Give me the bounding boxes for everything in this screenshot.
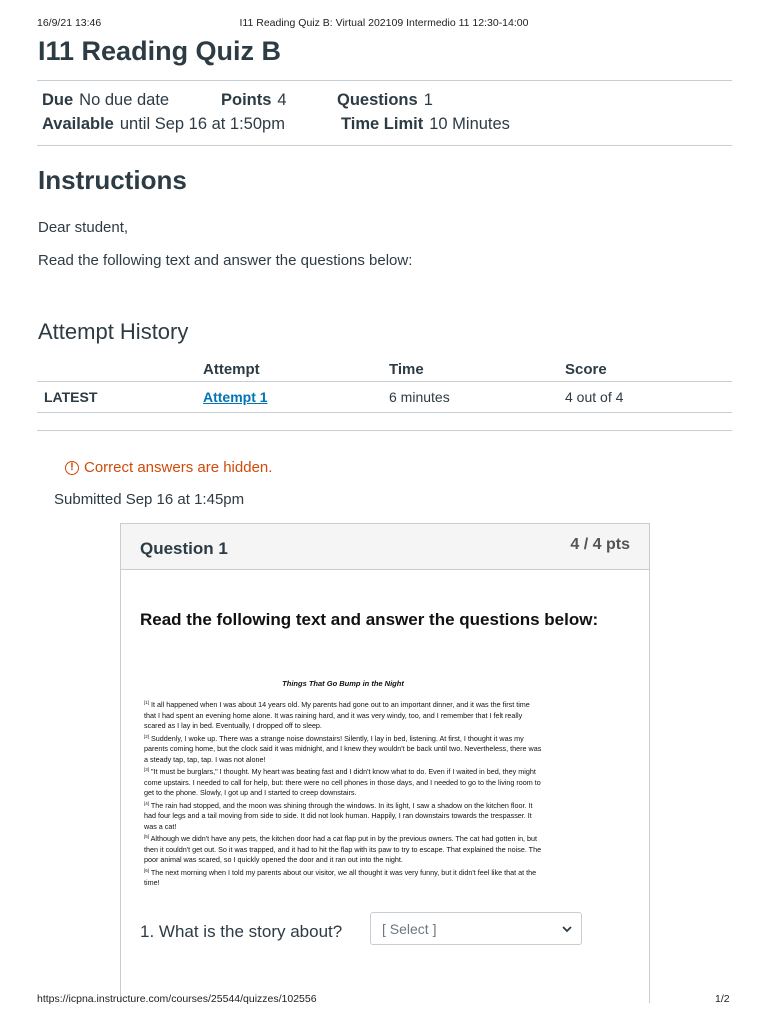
question-points: 4 / 4 pts (570, 536, 630, 553)
row-label: LATEST (37, 382, 203, 413)
instructions-heading: Instructions (38, 165, 187, 195)
col-header-time: Time (389, 357, 565, 382)
col-header-label (37, 357, 203, 382)
attempt-history-table (37, 357, 732, 413)
time-limit-meta (341, 115, 510, 134)
warning-icon: ! (65, 461, 79, 475)
col-header-attempt: Attempt (203, 357, 389, 382)
instructions-greeting: Dear student, (38, 219, 129, 236)
story-paragraph: [1] It all happened when I was about 14 years old. My parents had gone out to an important dinner, and it was the first time that I had spent an evening home alone. It was raining hard, and it was very windy, too, and I remember that I felt really scared as I lay in bed. Eventually, I dropped off to sleep. (144, 700, 530, 730)
attempt-history-heading: Attempt History (38, 319, 189, 344)
questions-meta (337, 91, 433, 110)
question-prompt: Read the following text and answer the questions below: (140, 610, 599, 629)
meta-divider (37, 145, 732, 146)
row-time: 6 minutes (389, 382, 565, 413)
print-datetime: 16/9/21 13:46 (37, 17, 102, 29)
points-meta (221, 91, 287, 110)
title-divider (37, 80, 732, 81)
submitted-text: Submitted Sep 16 at 1:45pm (54, 491, 245, 508)
points-label: Points (221, 91, 272, 109)
due-meta (42, 91, 169, 110)
print-url: https://icpna.instructure.com/courses/25544/quizzes/102556 (37, 993, 317, 1005)
history-divider (37, 430, 732, 431)
col-header-score: Score (565, 357, 732, 382)
due-label: Due (42, 91, 74, 109)
available-meta (42, 115, 285, 134)
row-score: 4 out of 4 (565, 382, 732, 413)
quiz-title: I11 Reading Quiz B (38, 36, 282, 66)
print-doc-title: I11 Reading Quiz B: Virtual 202109 Intermedio 11 12:30-14:00 (239, 17, 529, 29)
chevron-down-icon (561, 924, 573, 934)
answer-select[interactable] (370, 912, 582, 945)
notice-text: Correct answers are hidden. (84, 459, 273, 476)
print-page-number: 1/2 (715, 993, 730, 1005)
time-limit-label: Time Limit (341, 115, 424, 133)
story-paragraph: [4] The rain had stopped, and the moon was shining through the windows. In its light, I saw a shadow on the kitchen floor. It had four legs and a tail moving from side to side. It did not look human. Happily, I ran downstairs towards the trespasser. It was a cat! (144, 800, 533, 831)
available-label: Available (42, 115, 114, 133)
sub-question-label: 1. What is the story about? (140, 922, 343, 941)
instructions-body: Read the following text and answer the questions below: (38, 252, 413, 269)
question-card (120, 523, 650, 1003)
points-value: 4 (277, 91, 287, 109)
question-header (121, 524, 649, 570)
due-value: No due date (79, 91, 170, 109)
table-header-row (37, 357, 732, 382)
select-value: [ Select ] (382, 921, 437, 937)
story-paragraph: [6] The next morning when I told my parents about our visitor, we all thought it was very funny, but it didn't feel like that at the time! (144, 867, 537, 887)
correct-answers-hidden-notice (65, 459, 272, 476)
story-title: Things That Go Bump in the Night (282, 679, 404, 688)
question-title: Question 1 (140, 539, 228, 558)
story-paragraph: [3] "It must be burglars," I thought. My heart was beating fast and I didn't know what to do. Even if I waited in bed, they might come upstairs. I needed to call for help, but: there were no cell phones in those days, and I needed to go to the living room to get to the phone. Slowly, I got up and I started to creep downstairs. (144, 767, 541, 797)
time-limit-value: 10 Minutes (429, 115, 510, 133)
available-value: until Sep 16 at 1:50pm (119, 115, 285, 133)
attempt-link[interactable]: Attempt 1 (203, 389, 268, 405)
questions-label: Questions (337, 91, 418, 109)
questions-value: 1 (423, 91, 433, 109)
story-text (144, 679, 542, 889)
story-paragraph: [5] Although we didn't have any pets, the kitchen door had a cat flap put in by the previous owners. The cat had gotten in, but then it couldn't get out. So it was trapped, and it had to hit the flap with its paw to try to escape. That explained the noise. The poor animal was scared, so I quickly opened the door and it ran out into the night. (144, 834, 542, 864)
table-row (37, 382, 732, 413)
story-paragraph: [2] Suddenly, I woke up. There was a strange noise downstairs! Silently, I lay in bed, listening. At first, I thought it was my parents coming home, but the clock said it was midnight, and I knew they wouldn't be back until two. Nevertheless, there was a steady tap, tap, tap. I was not alone! (144, 733, 542, 764)
